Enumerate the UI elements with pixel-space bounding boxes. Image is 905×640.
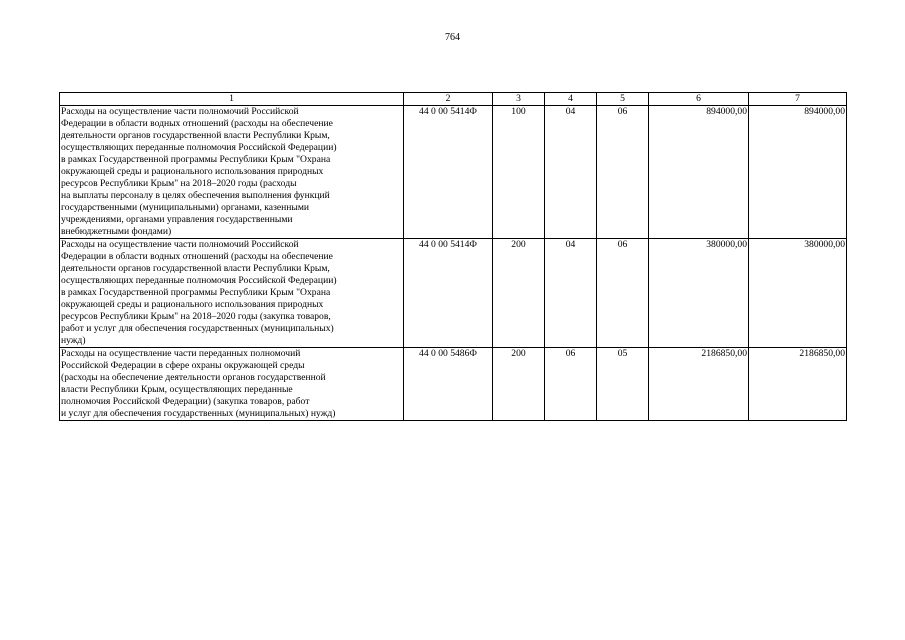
row-description: Расходы на осуществление части переданных полномочий Российской Федерации в сфере охраны окружающей среды (расходы на обеспечение деятельности органов государственной власти Республики Крым, осуществляющих переданные полномочия Российской Федерации) (закупка товаров, работ и услуг для обеспечения государственных (муниципальных) нужд) (60, 348, 404, 421)
column-header-2: 2 (404, 93, 493, 106)
row-amount-col7: 894000,00 (749, 106, 847, 239)
budget-table (59, 92, 847, 421)
row-amount-col7: 2186850,00 (749, 348, 847, 421)
row-section: 04 (545, 239, 597, 348)
row-amount-col6: 894000,00 (649, 106, 749, 239)
row-expense-type: 200 (493, 239, 545, 348)
row-subsection: 06 (597, 239, 649, 348)
table-row (60, 239, 847, 348)
row-amount-col6: 380000,00 (649, 239, 749, 348)
column-header-4: 4 (545, 93, 597, 106)
row-section: 06 (545, 348, 597, 421)
header-row (60, 93, 847, 106)
page-number: 764 (445, 32, 460, 43)
row-amount-col7: 380000,00 (749, 239, 847, 348)
row-description: Расходы на осуществление части полномочий Российской Федерации в области водных отношений (расходы на обеспечение деятельности органов государственной власти Республики Крым, осуществляющих переданные полномочия Российской Федерации) в рамках Государственной программы Республики Крым "Охрана окружающей среды и рационального использования природных ресурсов Республики Крым" на 2018–2020 годы (закупка товаров, работ и услуг для обеспечения государственных (муниципальных) нужд) (60, 239, 404, 348)
column-header-6: 6 (649, 93, 749, 106)
row-target-article: 44 0 00 5414Ф (404, 239, 493, 348)
row-expense-type: 100 (493, 106, 545, 239)
table-row (60, 348, 847, 421)
column-header-1: 1 (60, 93, 404, 106)
row-amount-col6: 2186850,00 (649, 348, 749, 421)
row-section: 04 (545, 106, 597, 239)
row-subsection: 06 (597, 106, 649, 239)
row-target-article: 44 0 00 5486Ф (404, 348, 493, 421)
row-target-article: 44 0 00 5414Ф (404, 106, 493, 239)
column-header-5: 5 (597, 93, 649, 106)
row-description: Расходы на осуществление части полномочий Российской Федерации в области водных отношений (расходы на обеспечение деятельности органов государственной власти Республики Крым, осуществляющих переданные полномочия Российской Федерации) в рамках Государственной программы Республики Крым "Охрана окружающей среды и рационального использования природных ресурсов Республики Крым" на 2018–2020 годы (расходы на выплаты персоналу в целях обеспечения выполнения функций государственными (муниципальными) органами, казенными учреждениями, органами управления государственными внебюджетными фондами) (60, 106, 404, 239)
row-expense-type: 200 (493, 348, 545, 421)
column-header-7: 7 (749, 93, 847, 106)
row-subsection: 05 (597, 348, 649, 421)
table-row (60, 106, 847, 239)
column-header-3: 3 (493, 93, 545, 106)
